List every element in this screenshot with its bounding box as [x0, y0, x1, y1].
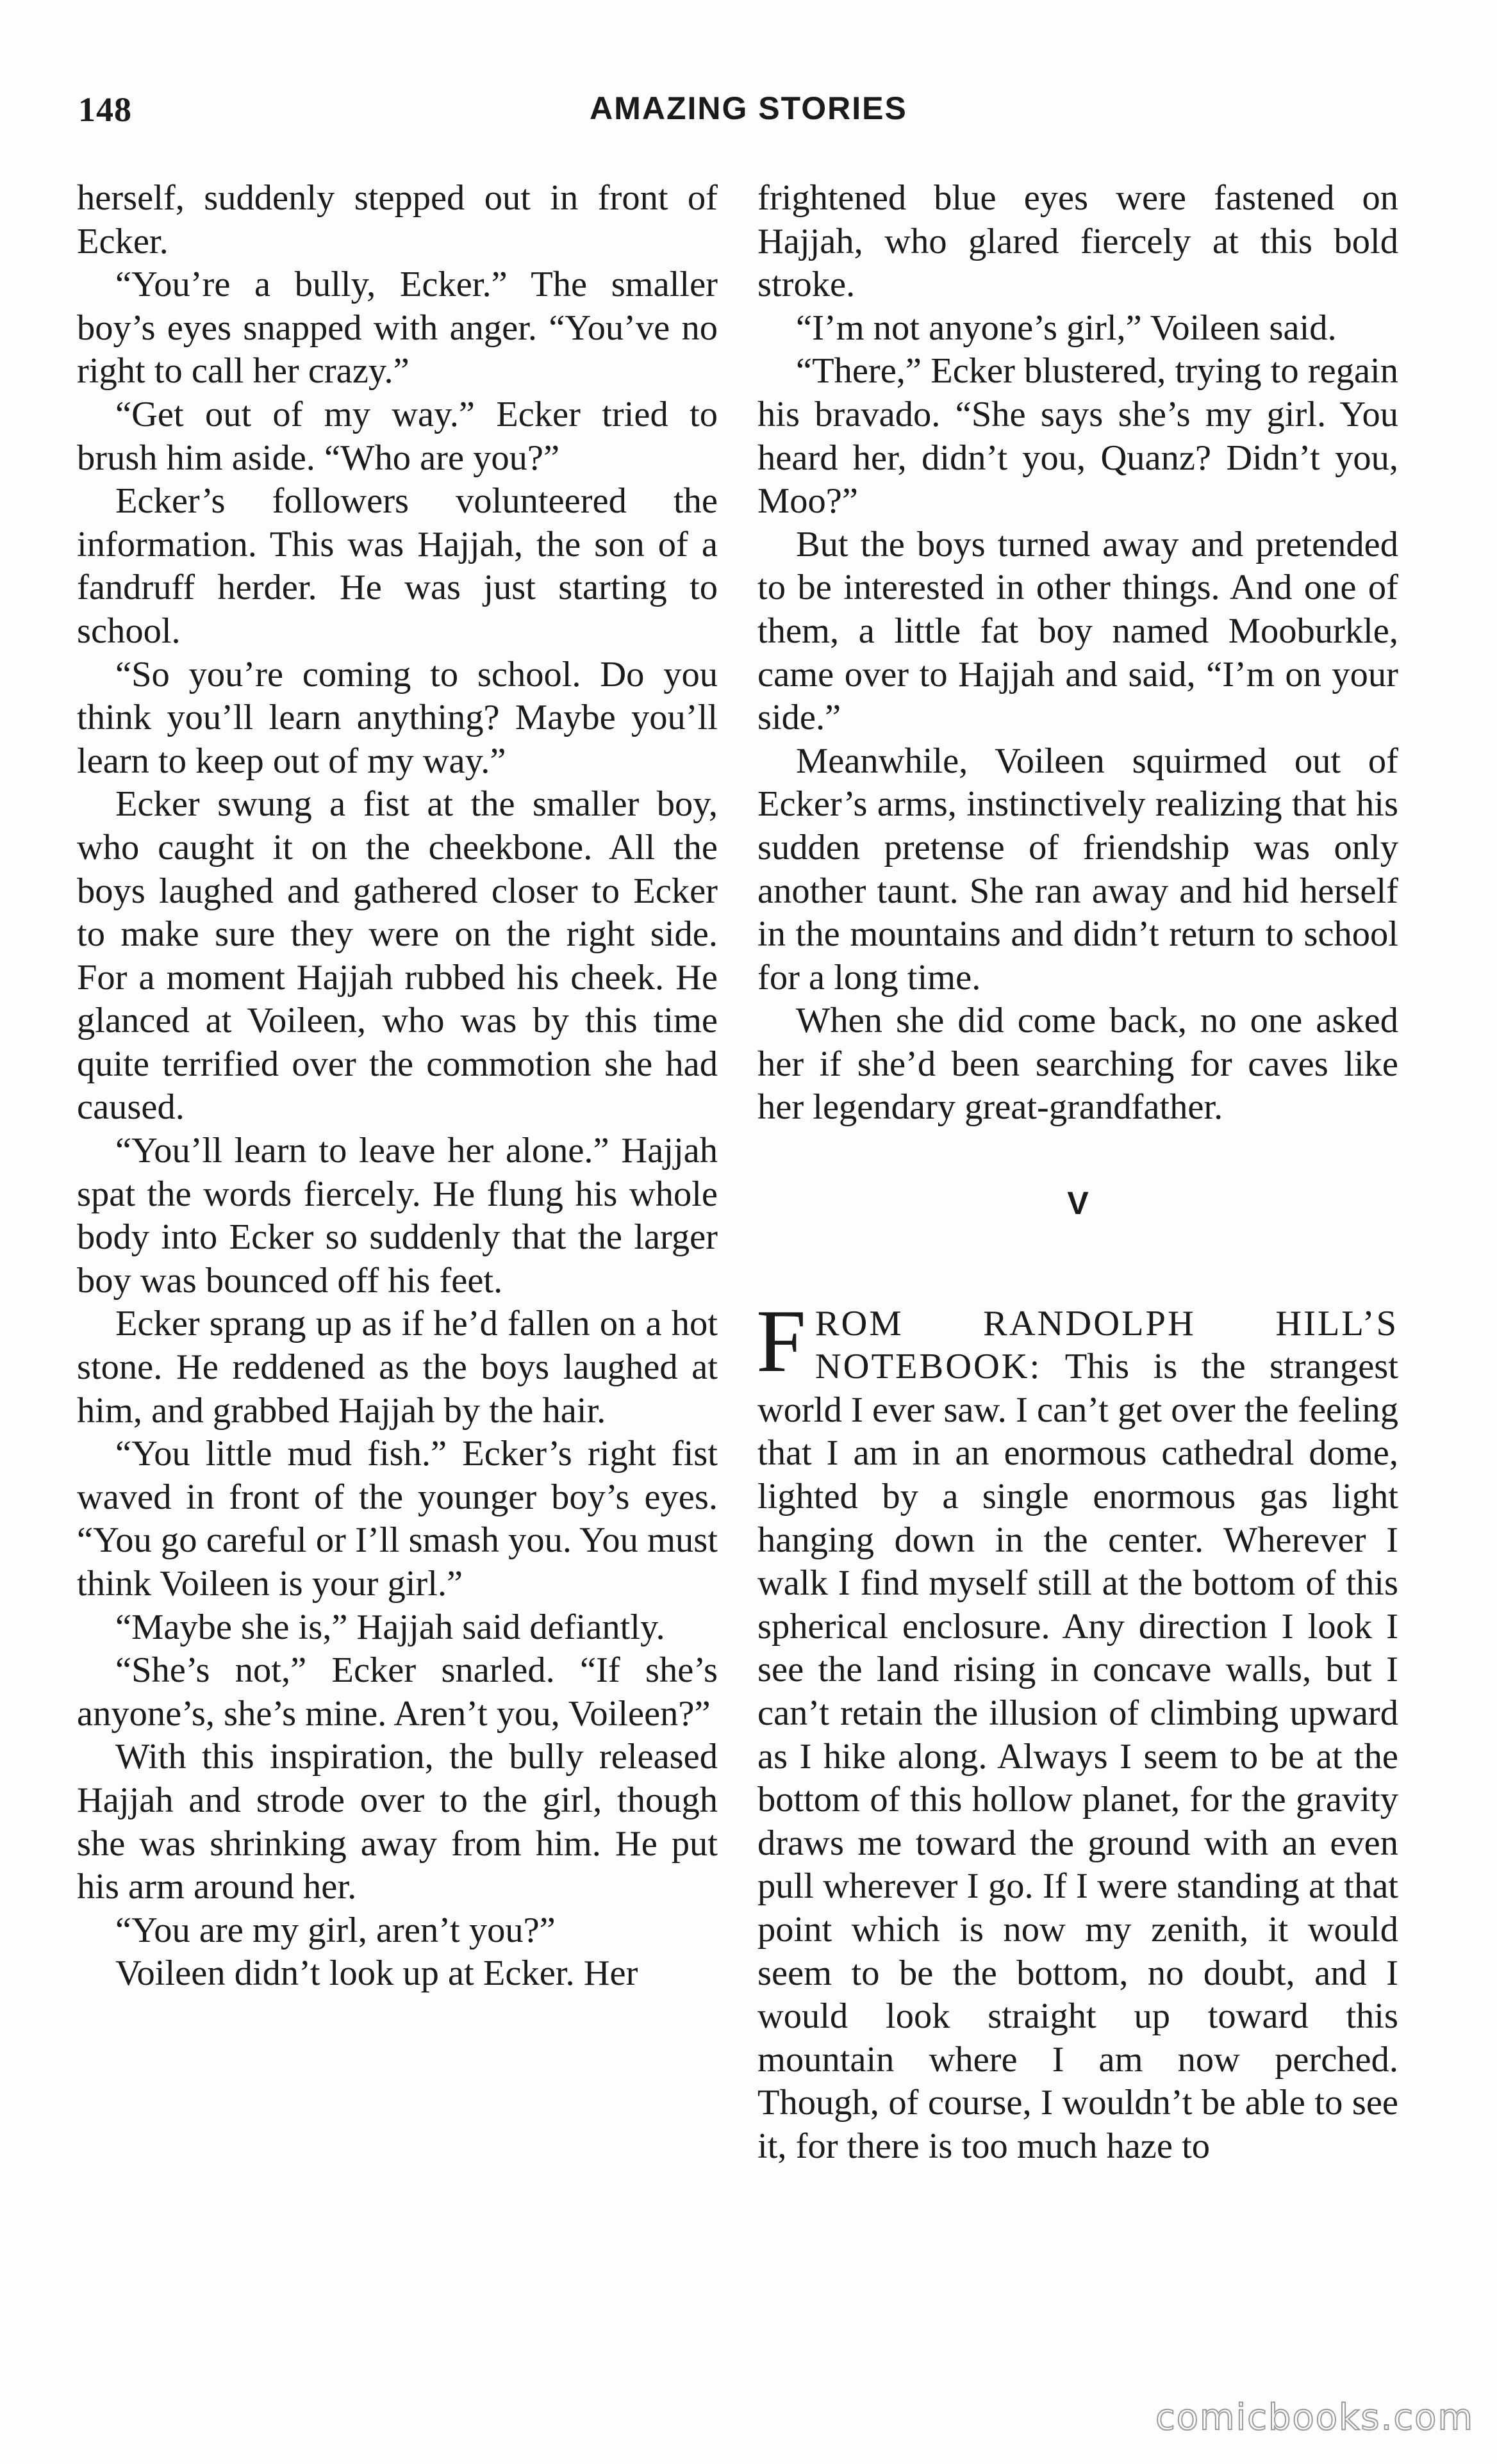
paragraph: Ecker sprang up as if he’d fallen on a hot stone. He reddened as the boys laughed at him, and grabbed Hajjah by the hair.: [77, 1304, 718, 1431]
left-column: [77, 177, 718, 1996]
page-header: [0, 90, 1497, 141]
paragraph: herself, suddenly stepped out in front of Ecker.: [77, 178, 718, 261]
paragraph: Voileen didn’t look up at Ecker. Her: [115, 1953, 638, 1994]
paragraph: “You’re a bully, Ecker.” The smaller boy’s eyes snapped with anger. “You’ve no right to call her crazy.”: [77, 265, 718, 391]
notebook-paragraph: [756, 1291, 1398, 2169]
notebook-text: This is the strangest world I ever saw. I can’t get over the feeling that I am in an enormous cathedral dome, lighted by a single enormous gas light hanging down in the center. Wherever I walk I find myself still at the bottom of this spherical enclosure. Any direction I look I see the land rising in concave walls, but I can’t retain the illusion of climbing upward as I hike along. Always I seem to be at the bottom of this hollow planet, for the gravity draws me toward the ground with an even pull wherever I go. If I were standing at that point which is now my zenith, it would seem to be the bottom, no doubt, and I would look straight up toward this mountain where I am now perched. Though, of course, I wouldn’t be able to see it, for there is too much haze to: [757, 1347, 1398, 2166]
paragraph: Meanwhile, Voileen squirmed out of Ecker’s arms, instinctively realizing that his sudden pretense of friendship was only another taunt. She ran away and hid herself in the mountains and didn’t return to school for a long time.: [757, 741, 1398, 998]
paragraph: “So you’re coming to school. Do you think you’ll learn anything? Maybe you’ll learn to keep out of my way.”: [77, 654, 718, 781]
right-column: [757, 177, 1398, 2169]
notebook-lead: ROM RANDOLPH HILL’S NOTEBOOK:: [815, 1303, 1398, 1387]
running-title: AMAZING STORIES: [590, 90, 907, 126]
paragraph: “You’ll learn to leave her alone.” Hajjah spat the words fiercely. He flung his whole body into Ecker so suddenly that the larger boy was bounced off his feet.: [77, 1131, 718, 1301]
paragraph: “You little mud fish.” Ecker’s right fist waved in front of the younger boy’s eyes. “You go careful or I’ll smash you. You must think Voileen is your girl.”: [77, 1434, 718, 1604]
paragraph: “There,” Ecker blustered, trying to regain his bravado. “She says she’s my girl. You heard her, didn’t you, Quanz? Didn’t you, Moo?”: [757, 351, 1398, 522]
drop-cap: F: [756, 1291, 806, 1391]
section-number: V: [1067, 1185, 1089, 1222]
page-number: 148: [78, 90, 132, 129]
paragraph: “I’m not anyone’s girl,” Voileen said.: [796, 308, 1337, 348]
watermark-logo: comicbooks.com: [1155, 2397, 1474, 2438]
paragraph: “You are my girl, aren’t you?”: [115, 1910, 556, 1950]
paragraph: But the boys turned away and pretended to be interested in other things. And one of them, a little fat boy named Mooburkle, came over to Hajjah and said, “I’m on your side.”: [757, 524, 1398, 738]
paragraph: “Maybe she is,” Hajjah said defiantly.: [115, 1607, 665, 1647]
paragraph: Ecker’s followers volunteered the information. This was Hajjah, the son of a fandruff herder. He was just starting to school.: [77, 481, 718, 651]
paragraph: “Get out of my way.” Ecker tried to brush him aside. “Who are you?”: [77, 394, 718, 478]
paragraph: Ecker swung a fist at the smaller boy, who caught it on the cheekbone. All the boys laughed and gathered closer to Ecker to make sure they were on the right side. For a moment Hajjah rubbed his cheek. He glanced at Voileen, who was by this time quite terrified over the commotion she had caused.: [77, 784, 718, 1128]
paragraph: When she did come back, no one asked her if she’d been searching for caves like her legendary great-grandfather.: [757, 1001, 1398, 1128]
paragraph: “She’s not,” Ecker snarled. “If she’s anyone’s, she’s mine. Aren’t you, Voileen?”: [77, 1650, 718, 1734]
paragraph: frightened blue eyes were fastened on Hajjah, who glared fiercely at this bold stroke.: [757, 178, 1398, 305]
paragraph: With this inspiration, the bully released Hajjah and strode over to the girl, though she was shrinking away from him. He put his arm around her.: [77, 1737, 718, 1907]
